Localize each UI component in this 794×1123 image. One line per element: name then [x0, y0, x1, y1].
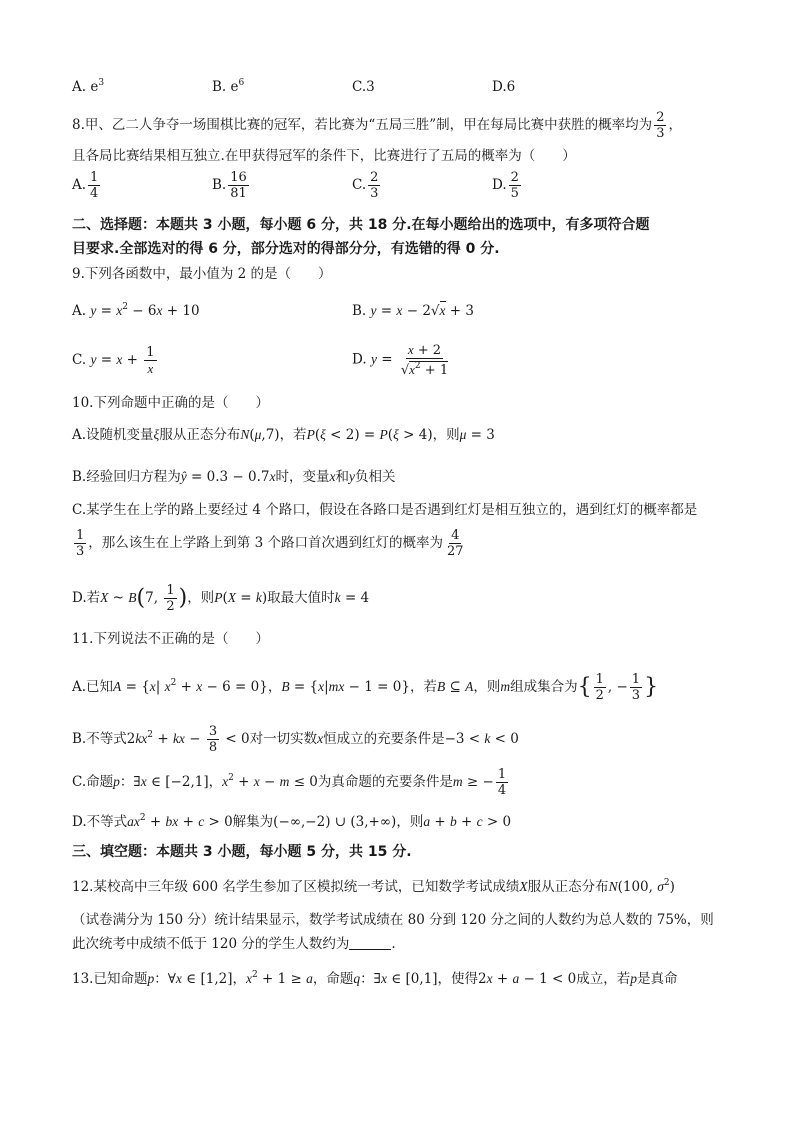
q12-line1: 12.某校高中三年级 600 名学生参加了区模拟统一考试，已知数学考试成绩X服从正态分布N(100, $\sigma^2$)	[72, 878, 675, 895]
q13-line1: 13.已知命题p：∀x ∈ [1,2]，$x^2 + 1 \ge a$，命题q：∃x ∈ [0,1]，使得2x + a − 1 < 0成立，若p是真命	[72, 970, 678, 987]
q10-stem: 10.下列命题中正确的是（ ）	[72, 395, 269, 411]
q7-option-b: B. e	[212, 79, 239, 95]
q9-option-a: A. $y = x^2 - 6x + 10$	[72, 302, 200, 319]
q8-fraction: $\frac{2}{3}$	[656, 110, 665, 141]
q9-options-ab	[72, 297, 474, 321]
q10-option-d: D.若X ~ B(7, $\frac{1}{2}$ )，则P(X = k)取最大值时k = 4	[72, 583, 370, 614]
q11-option-d: D.不等式$ax^2$ + bx + c > 0解集为(−∞,−2) ∪ (3,+∞)，则a + b + c > 0	[72, 813, 512, 830]
q11-option-c: C.命题p：∃x ∈ [−2,1]，$x^2 + x - m \le 0$为真命题的充要条件是m ≥ − $\frac{1}{4}$	[72, 767, 507, 798]
q7-option-a: A. e	[72, 79, 99, 95]
answer-blank	[349, 935, 391, 950]
section2-heading-line2: 目要求.全部选对的得 6 分，部分选对的得部分分，有选错的得 0 分.	[72, 241, 500, 257]
q7-option-c: C.3	[352, 79, 375, 95]
q9-option-c: C. y = x + $\frac{1}{x}$	[72, 344, 155, 376]
q10-option-a: A.设随机变量ξ服从正态分布N(μ,7)，若P(ξ < 2) = P(ξ > 4)，则μ = 3	[72, 427, 495, 443]
q10-option-b: B.经验回归方程为ŷ = 0.3 − 0.7x时，变量x和y负相关	[72, 469, 396, 485]
q8-option-c: C. $\frac{2}{3}$	[352, 170, 379, 201]
q10-option-c-line1: C.某学生在上学的路上要经过 4 个路口，假设在各路口是否遇到红灯是相互独立的，遇到红灯的概率都是	[72, 502, 698, 518]
q7-options: A. $e^3$ B. $e^6$ C.3 D.6	[72, 78, 516, 95]
section3-heading: 三、填空题：本题共 3 小题，每小题 5 分，共 15 分.	[72, 844, 412, 860]
q8-option-a: A. $\frac{1}{4}$	[72, 170, 99, 201]
q12-line3: 此次统考中成绩不低于 120 分的学生人数约为 .	[72, 936, 396, 952]
q11-option-b: B.不等式$2kx^2$ + kx − $\frac{3}{8}$ < 0对一切实数x恒成立的充要条件是−3 < k < 0	[72, 724, 519, 755]
q8-option-b: B. $\frac{16}{81}$	[212, 170, 247, 201]
q8-option-d: D. $\frac{2}{5}$	[492, 170, 519, 201]
q11-option-a: A.已知A = {x| $x^2 + x - 6 = 0$}，B = {x|mx − 1 = 0}，若B ⊆ A，则m组成集合为{ $\frac{1}{2}$ , − $\frac{1}{3}$ }	[72, 672, 659, 703]
q7-option-d: D.6	[492, 79, 516, 95]
q12-line2: （试卷满分为 150 分）统计结果显示，数学考试成绩在 80 分到 120 分之间的人数约为总人数的 75%，则	[72, 912, 714, 928]
q8-stem-line1: 8.甲、乙二人争夺一场围棋比赛的冠军，若比赛为“五局三胜”制，甲在每局比赛中获胜的概率均为 $\frac{2}{3}$ ，	[72, 110, 682, 141]
q10-option-c-line2: $\frac{1}{3}$ ，那么该生在上学路上到第 3 个路口首次遇到红灯的概率为 $\frac{4}{27}$	[76, 528, 464, 559]
q9-option-d: D. y = $\frac{x + 2}{√x^2 + 1}$	[352, 342, 449, 378]
section2-heading-line1: 二、选择题：本题共 3 小题，每小题 6 分，共 18 分.在每小题给出的选项中，有多项符合题	[72, 217, 650, 233]
q9-stem: 9.下列各函数中，最小值为 2 的是（ ）	[72, 266, 332, 282]
q8-stem-line2: 且各局比赛结果相互独立.在甲获得冠军的条件下，比赛进行了五局的概率为（ ）	[72, 148, 576, 164]
q9-options-cd	[72, 342, 452, 378]
q11-stem: 11.下列说法不正确的是（ ）	[72, 631, 269, 647]
q9-option-b: B. y = x − 2√x + 3	[352, 303, 474, 319]
q8-options	[72, 170, 523, 201]
